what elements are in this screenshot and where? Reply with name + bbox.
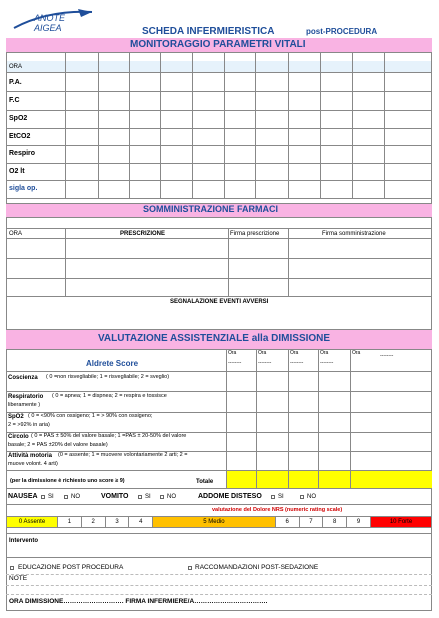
nausea-no-label: NO — [71, 494, 80, 500]
recommendations-checkbox[interactable] — [188, 566, 192, 570]
criterion-coscienza-text: ( 0 =non risvegliabile; 1 = risvegliabile; 2 = sveglio) — [46, 374, 170, 380]
criterion-spo2-title: SpO2 — [8, 414, 24, 420]
pain-score-10[interactable]: 10 Forte — [371, 517, 432, 528]
addome-si-label: SI — [278, 494, 284, 500]
ora-1-dashes: -------- — [228, 360, 242, 366]
pain-score-4[interactable]: 4 — [129, 517, 153, 528]
vomito-no-checkbox[interactable] — [160, 495, 164, 499]
pain-score-8[interactable]: 8 — [323, 517, 347, 528]
ora-3-dashes: -------- — [290, 360, 304, 366]
education-checkbox[interactable] — [10, 566, 14, 570]
pain-score-3[interactable]: 3 — [105, 517, 129, 528]
criterion-coscienza-title: Coscienza — [8, 375, 38, 381]
education-label: EDUCAZIONE POST PROCEDURA — [18, 564, 124, 571]
discharge-signature-line: ORA DIMISSIONE………………………. FIRMA INFERMIERE/A……………………………. — [9, 598, 268, 605]
pain-scale — [6, 516, 432, 528]
ora-5: Ora — [352, 350, 361, 356]
vitals-row-sigla: sigla op. — [9, 185, 38, 192]
criterion-circolo-title: Circolo — [8, 434, 29, 440]
ora-1: Ora — [228, 350, 237, 356]
ora-2: Ora — [258, 350, 267, 356]
vomito-si-label: SI — [145, 494, 151, 500]
logo — [8, 6, 96, 38]
aldrete-title: Aldrete Score — [86, 359, 139, 368]
logo-line2: AIGEA — [34, 23, 62, 33]
recommendations-label: RACCOMANDAZIONI POST-SEDAZIONE — [195, 564, 319, 571]
vitals-row-spo2: SpO2 — [9, 115, 28, 122]
criterion-spo2-text: ( 0 = <90% con ossigeno; 1 = > 90% con ossigeno; — [28, 413, 153, 419]
criterion-spo2-line2: 2 = >92% in aria) — [8, 422, 50, 428]
events-label: SEGNALAZIONE EVENTI AVVERSI — [170, 299, 269, 305]
addome-label: ADDOME DISTESO — [198, 493, 262, 500]
nausea-si-label: SI — [48, 494, 54, 500]
drugs-col-ora: ORA — [9, 231, 23, 237]
vitals-ora-row — [7, 61, 431, 72]
pain-score-6[interactable]: 6 — [275, 517, 299, 528]
ora-4: Ora — [320, 350, 329, 356]
pain-title: valutazione del Dolore NRS (numeric rating scale) — [212, 507, 343, 513]
pain-score-2[interactable]: 2 — [81, 517, 105, 528]
vitals-row-pa: P.A. — [9, 79, 22, 86]
drugs-col-firma-somministrazione: Firma somministrazione — [322, 231, 386, 237]
vitals-row-etco2: EtCO2 — [9, 133, 31, 140]
vitals-heading: MONITORAGGIO PARAMETRI VITALI — [130, 39, 306, 50]
nausea-si-checkbox[interactable] — [41, 495, 45, 499]
pain-score-9[interactable]: 9 — [347, 517, 371, 528]
addome-no-label: NO — [307, 494, 316, 500]
vitals-row-o2: O2 lt — [9, 168, 25, 175]
criterion-circolo-text: ( 0 = PAS ± 50% del valore basale; 1 =PAS ± 20-50% del valore — [31, 433, 187, 439]
ora-4-dashes: -------- — [320, 360, 334, 366]
pain-score-7[interactable]: 7 — [299, 517, 323, 528]
drugs-heading: SOMMINISTRAZIONE FARMACI — [143, 204, 278, 214]
vomito-si-checkbox[interactable] — [138, 495, 142, 499]
nausea-no-checkbox[interactable] — [64, 495, 68, 499]
discharge-heading: VALUTAZIONE ASSISTENZIALE alla DIMISSIONE — [98, 333, 331, 344]
ora-5-dashes: -------- — [380, 353, 394, 359]
vitals-row-fc: F.C — [9, 97, 20, 104]
pain-score-0[interactable]: 0 Assente — [7, 517, 58, 528]
pain-score-5[interactable]: 5 Medio — [153, 517, 276, 528]
logo-line1: ANOTE — [34, 13, 66, 23]
criterion-circolo-line2: basale; 2 = PAS ±20% del valore basale) — [8, 442, 108, 448]
criterion-respiratorio-line2: liberamente ) — [8, 402, 41, 408]
intervento-label: Intervento — [9, 538, 39, 544]
score-footnote: (per la dimissione è richiesto uno score ≥ 9) — [10, 478, 125, 484]
criterion-motoria-line2: muove volont. 4 arti) — [8, 461, 58, 467]
ora-3: Ora — [290, 350, 299, 356]
criterion-respiratorio-title: Respiratorio — [8, 394, 44, 400]
criterion-respiratorio-text: ( 0 = apnea; 1 = dispnea; 2 = respira e tossisce — [52, 393, 167, 399]
page-subtitle: post-PROCEDURA — [306, 27, 378, 36]
vitals-row-respiro: Respiro — [9, 150, 36, 157]
nausea-label: NAUSEA — [8, 493, 38, 500]
totale-label: Totale — [196, 479, 214, 485]
addome-si-checkbox[interactable] — [271, 495, 275, 499]
vomito-label: VOMITO — [101, 493, 129, 500]
note-label: NOTE — [9, 575, 28, 582]
ora-2-dashes: -------- — [258, 360, 272, 366]
pain-score-1[interactable]: 1 — [58, 517, 82, 528]
drugs-col-firma-prescrizione: Firma prescrizione — [230, 231, 280, 237]
vomito-no-label: NO — [167, 494, 176, 500]
vitals-row-ora: ORA — [9, 64, 23, 70]
criterion-motoria-text: (0 = assente; 1 = muovere volontariamente 2 arti; 2 = — [58, 452, 188, 458]
drugs-col-prescrizione: PRESCRIZIONE — [120, 231, 166, 237]
addome-no-checkbox[interactable] — [300, 495, 304, 499]
criterion-motoria-title: Attività motoria — [8, 453, 53, 459]
page-title: SCHEDA INFERMIERISTICA — [142, 26, 275, 37]
